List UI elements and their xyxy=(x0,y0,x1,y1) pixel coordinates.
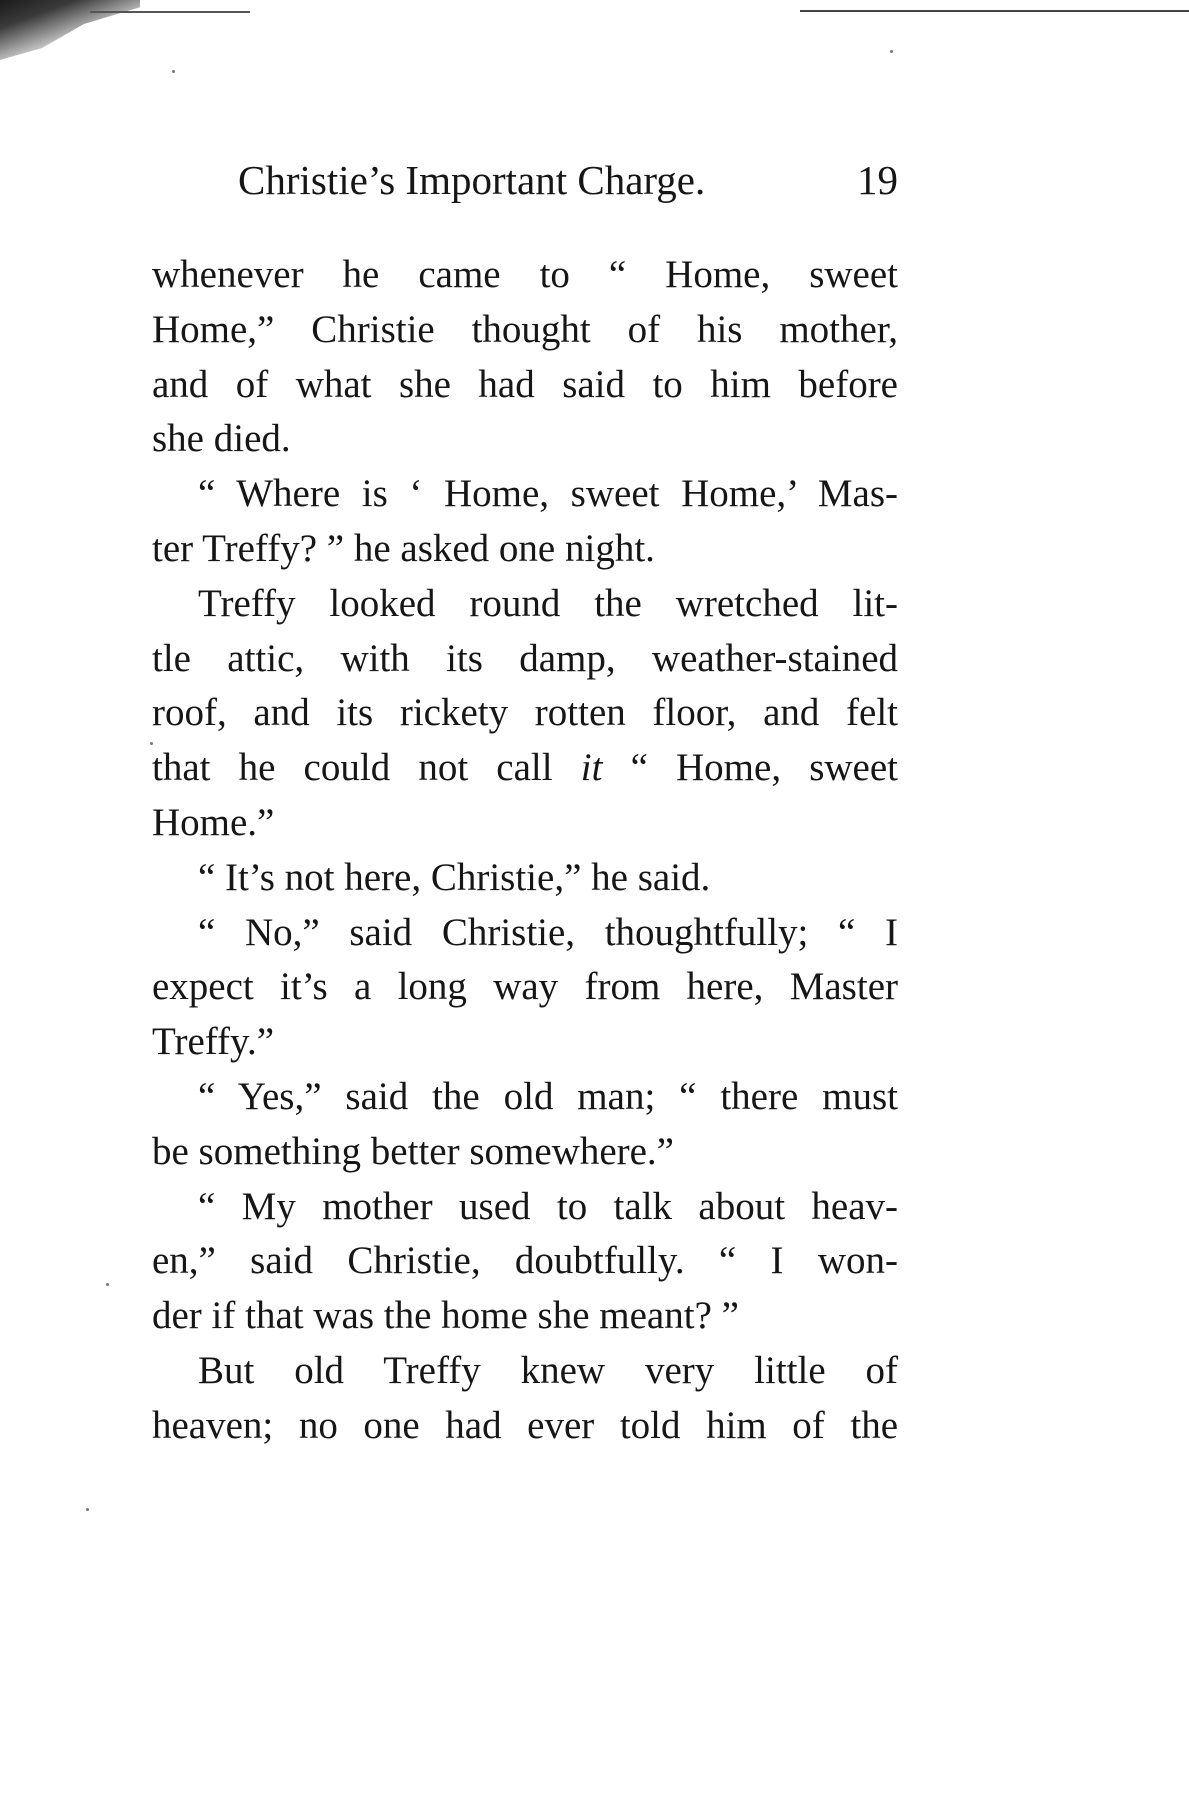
text-line: Home.” xyxy=(152,800,275,844)
top-rule-right xyxy=(800,10,1189,12)
running-head xyxy=(238,150,898,210)
top-rule-left xyxy=(90,11,250,13)
scan-speck xyxy=(86,1508,89,1511)
text-line: Treffy looked round the wretched lit- xyxy=(198,581,898,625)
text-line: heaven; no one had ever told him of the xyxy=(152,1403,898,1447)
text-line: she died. xyxy=(152,417,291,461)
scan-speck xyxy=(172,70,175,73)
running-head-title: Christie’s Important Charge. xyxy=(238,157,706,203)
text-line: and of what she had said to him before xyxy=(152,362,898,406)
text-line: But old Treffy knew very little of xyxy=(198,1348,898,1392)
text-line xyxy=(152,741,898,796)
text-line: Treffy.” xyxy=(152,1020,275,1064)
text-segment: “ Home, sweet xyxy=(630,746,898,790)
scan-edge-shadow xyxy=(0,0,140,60)
scan-speck xyxy=(890,50,893,53)
body-text xyxy=(152,248,898,1454)
text-segment: that he could not call xyxy=(152,746,553,790)
text-line: “ Where is ‘ Home, sweet Home,’ Mas- xyxy=(198,472,898,516)
text-line: “ Yes,” said the old man; “ there must xyxy=(198,1074,898,1118)
text-line: be something better somewhere.” xyxy=(152,1129,674,1173)
text-line: Home,” Christie thought of his mother, xyxy=(152,307,898,351)
text-line: roof, and its rickety rotten floor, and felt xyxy=(152,691,898,735)
text-line: “ My mother used to talk about heav- xyxy=(198,1184,898,1228)
page-number: 19 xyxy=(857,157,898,203)
text-line: en,” said Christie, doubtfully. “ I won- xyxy=(152,1239,898,1283)
text-line: “ No,” said Christie, thoughtfully; “ I xyxy=(198,910,898,954)
italic-word: it xyxy=(580,746,603,790)
text-line: expect it’s a long way from here, Master xyxy=(152,965,898,1009)
text-line: ter Treffy? ” he asked one night. xyxy=(152,526,655,570)
text-line: “ It’s not here, Christie,” he said. xyxy=(198,855,711,899)
text-line: whenever he came to “ Home, sweet xyxy=(152,253,898,296)
text-line: der if that was the home she meant? ” xyxy=(152,1294,739,1338)
text-line: tle attic, with its damp, weather-stained xyxy=(152,636,898,680)
scan-speck xyxy=(106,1283,109,1286)
